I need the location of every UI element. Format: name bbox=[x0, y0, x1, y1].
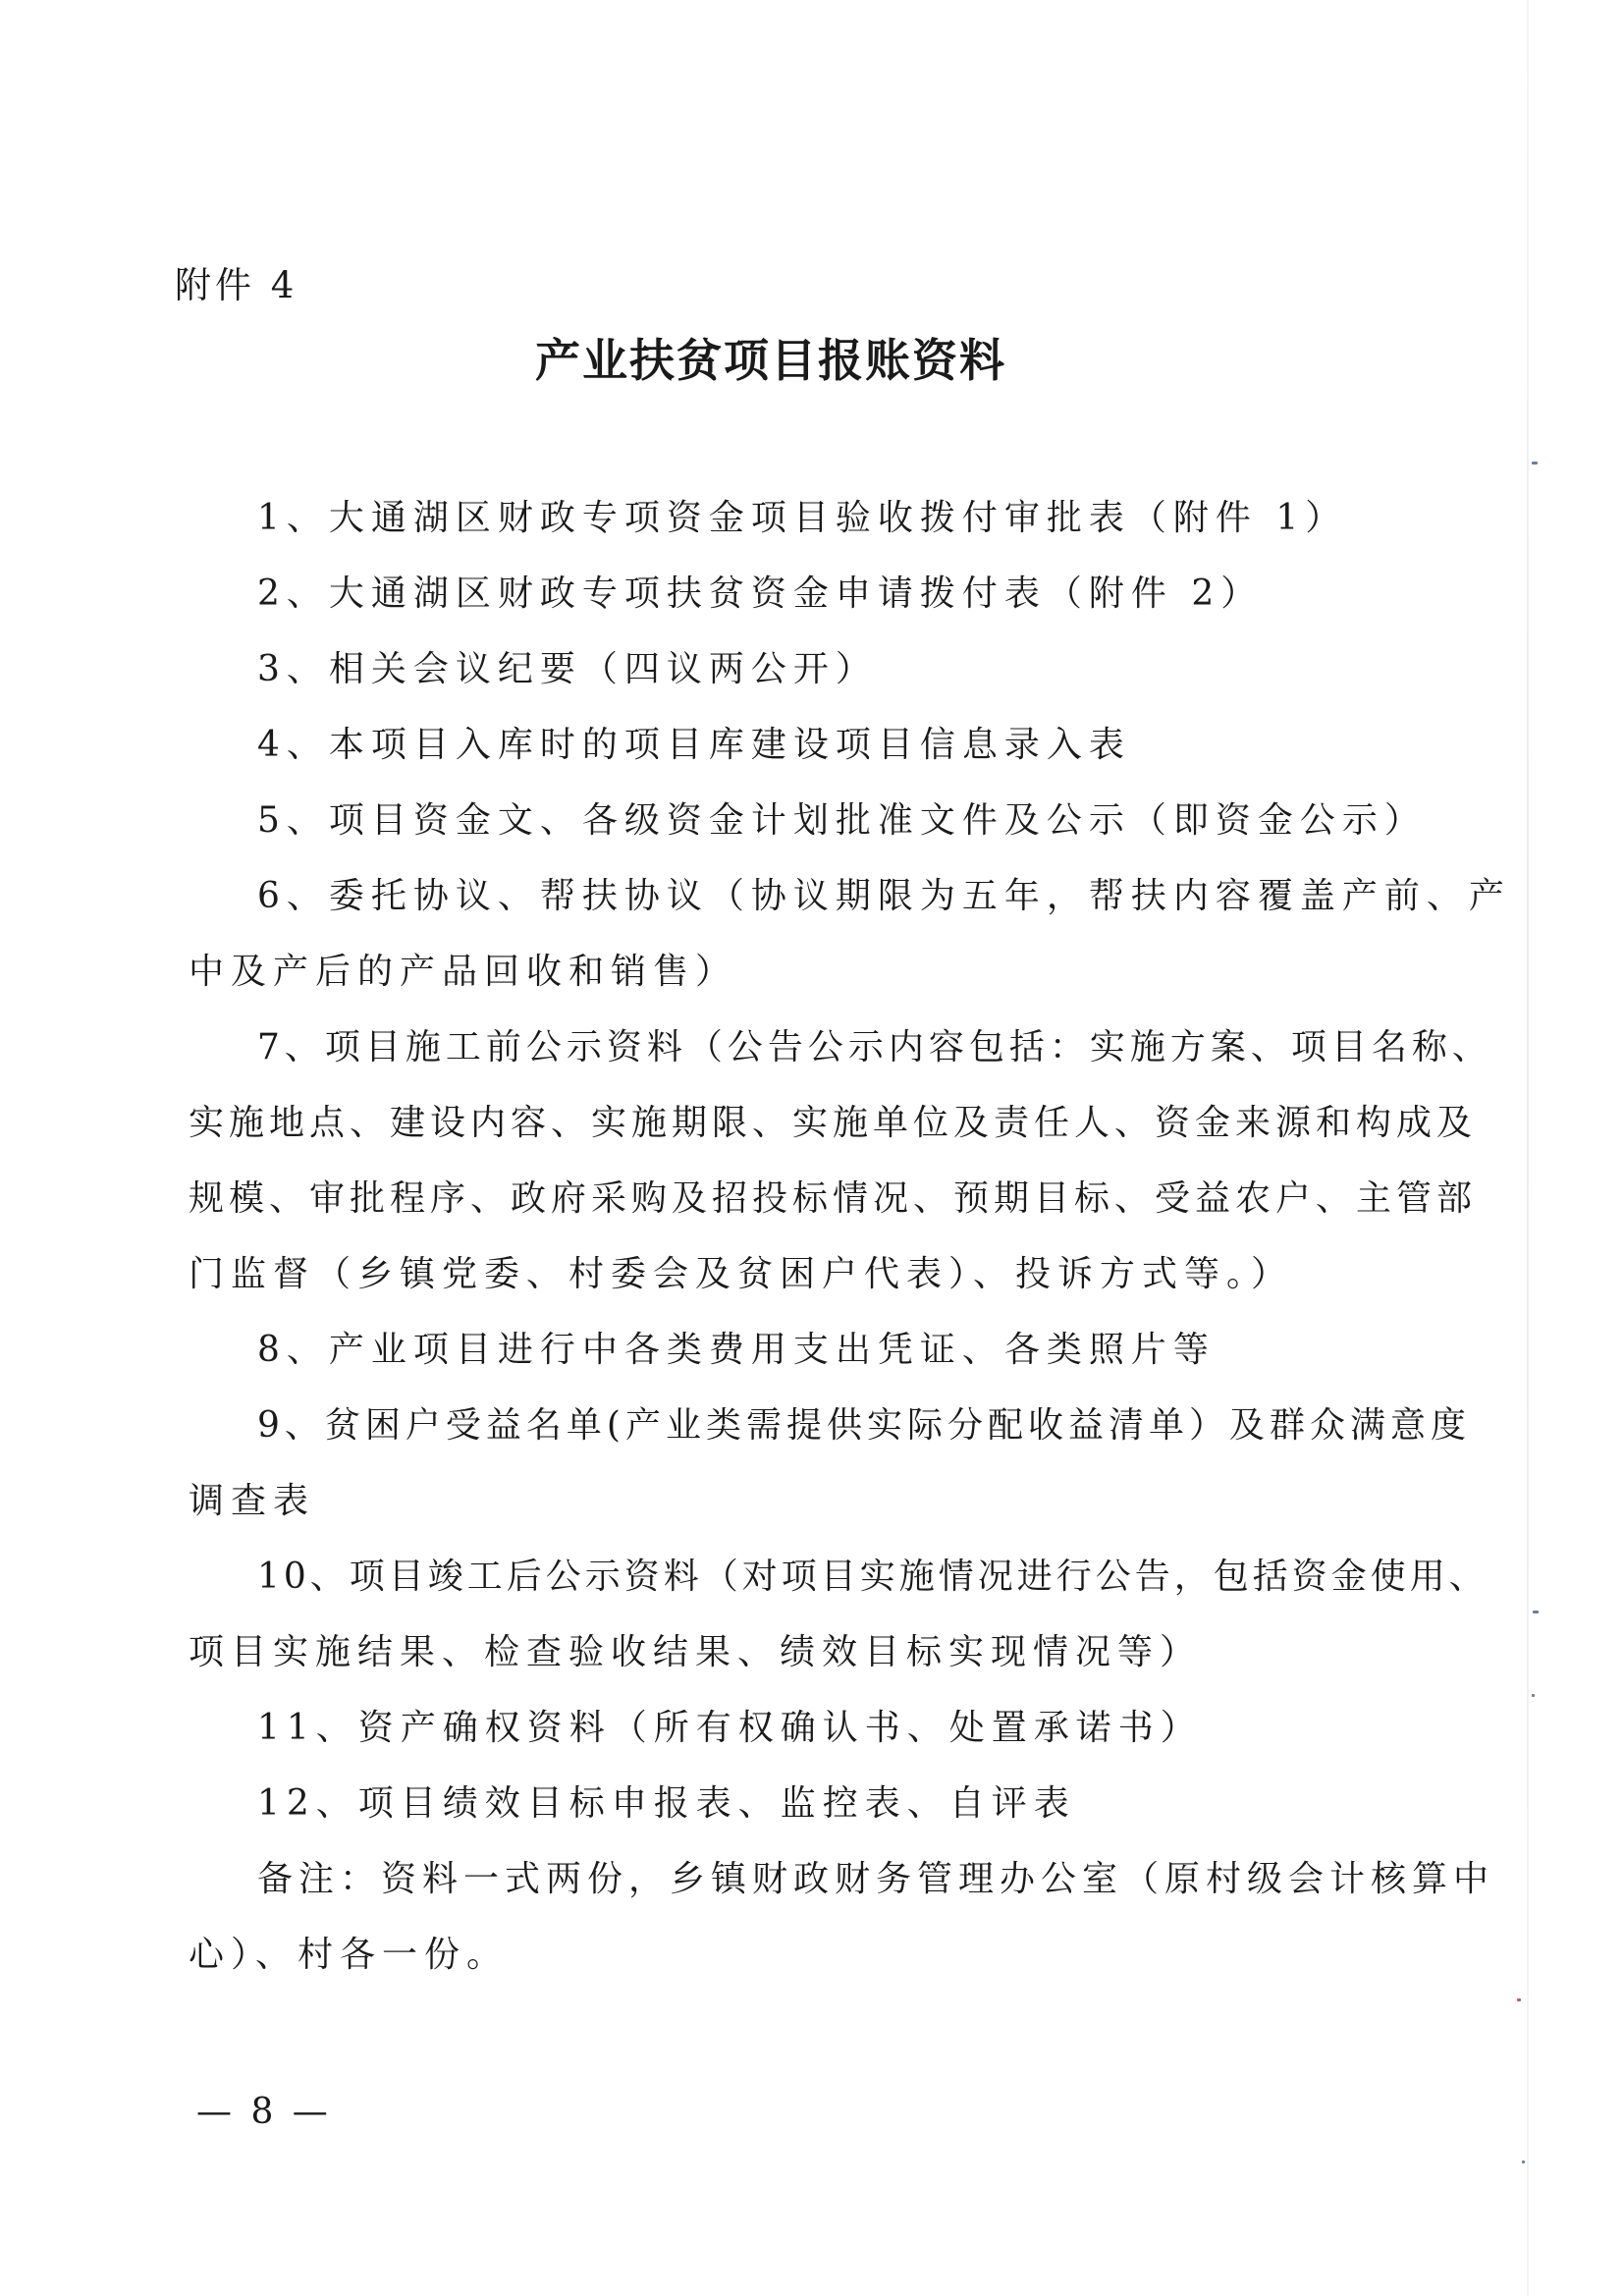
document-title: 产业扶贫项目报账资料 bbox=[535, 334, 1006, 387]
scan-speck bbox=[1532, 1694, 1535, 1697]
list-item-4: 4、本项目入库时的项目库建设项目信息录入表 bbox=[257, 725, 1131, 765]
scan-speck bbox=[1532, 462, 1538, 465]
list-item-7: 7、项目施工前公示资料（公告公示内容包括：实施方案、项目名称、 bbox=[257, 1027, 1492, 1067]
list-item-12: 12、项目绩效目标申报表、监控表、自评表 bbox=[257, 1783, 1076, 1824]
list-item-7-line-4: 门监督（乡镇党委、村委会及贫困户代表）、投诉方式等。） bbox=[189, 1254, 1294, 1294]
list-item-2: 2、大通湖区财政专项扶贫资金申请拨付表（附件 2） bbox=[257, 574, 1264, 614]
scan-speck bbox=[1517, 1998, 1521, 2001]
list-item-7-line-3: 规模、审批程序、政府采购及招投标情况、预期目标、受益农户、主管部 bbox=[189, 1178, 1478, 1219]
list-item-11: 11、资产确权资料（所有权确认书、处置承诺书） bbox=[257, 1708, 1203, 1748]
attachment-label: 附件 4 bbox=[175, 264, 298, 306]
page-number: — 8 — bbox=[196, 2092, 332, 2132]
list-item-10: 10、项目竣工后公示资料（对项目实施情况进行公告，包括资金使用、 bbox=[257, 1557, 1488, 1597]
list-item-10-continued: 项目实施结果、检查验收结果、绩效目标实现情况等） bbox=[189, 1632, 1203, 1672]
list-item-1: 1、大通湖区财政专项资金项目验收拨付审批表（附件 1） bbox=[257, 498, 1348, 538]
list-item-6-continued: 中及产后的产品回收和销售） bbox=[189, 952, 738, 992]
list-item-6: 6、委托协议、帮扶协议（协议期限为五年，帮扶内容覆盖产前、产 bbox=[257, 876, 1511, 916]
list-item-8: 8、产业项目进行中各类费用支出凭证、各类照片等 bbox=[257, 1330, 1216, 1370]
scan-speck bbox=[1522, 2160, 1525, 2163]
list-item-7-line-2: 实施地点、建设内容、实施期限、实施单位及责任人、资金来源和构成及 bbox=[189, 1103, 1478, 1143]
remark: 备注：资料一式两份，乡镇财政财务管理办公室（原村级会计核算中 bbox=[257, 1859, 1495, 1899]
list-item-5: 5、项目资金文、各级资金计划批准文件及公示（即资金公示） bbox=[257, 800, 1427, 841]
list-item-9-continued: 调查表 bbox=[189, 1481, 316, 1521]
list-item-3: 3、相关会议纪要（四议两公开） bbox=[257, 649, 878, 689]
list-item-9: 9、贫困户受益名单(产业类需提供实际分配收益清单）及群众满意度 bbox=[257, 1405, 1471, 1446]
scan-speck bbox=[1533, 1611, 1539, 1613]
remark-continued: 心）、村各一份。 bbox=[189, 1935, 510, 1975]
